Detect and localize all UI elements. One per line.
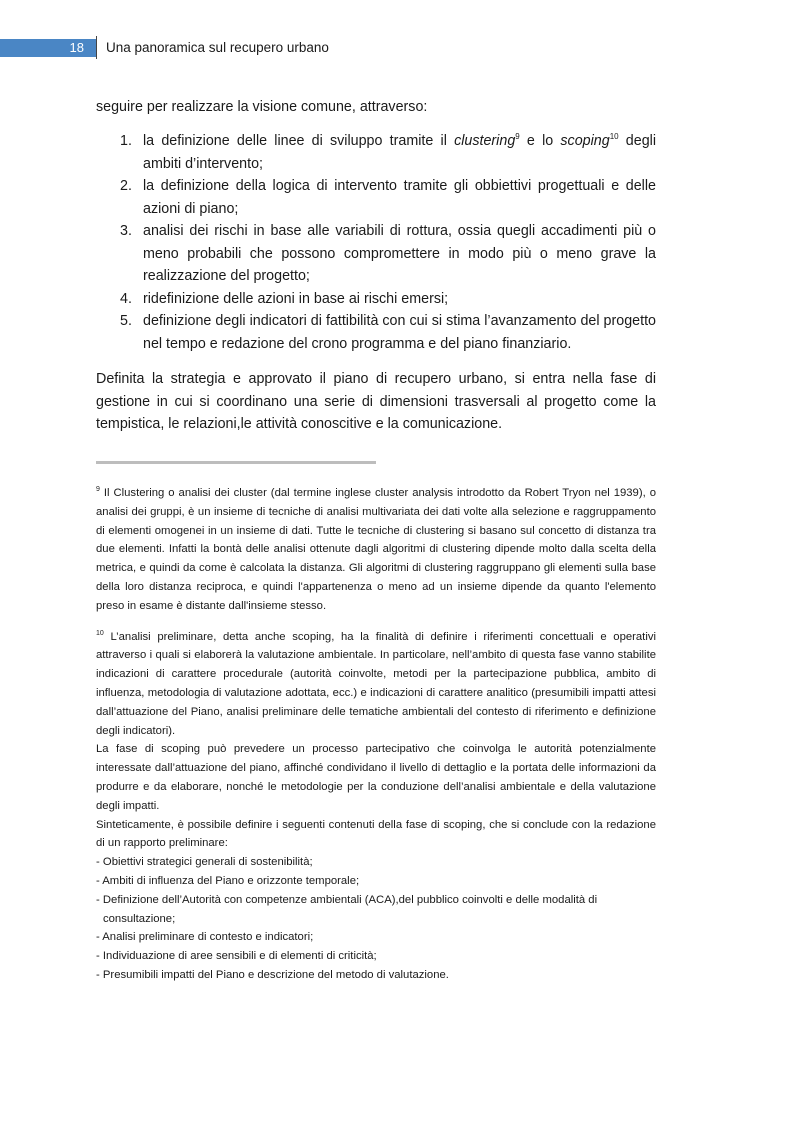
footnote-bullet: - Individuazione di aree sensibili e di elementi di criticità; (96, 950, 377, 963)
footnote-mark: 10 (96, 629, 104, 637)
list-item-number: 1. (120, 133, 132, 149)
list-item-number: 2. (120, 178, 132, 194)
list-item-number: 5. (120, 313, 132, 329)
list-item-text: la definizione delle linee di sviluppo tramite il (143, 133, 455, 149)
list-item-text: degli ambiti d’intervento; (143, 133, 656, 172)
footnote-9 (96, 484, 656, 616)
list-item (96, 310, 656, 355)
list-item-text: la definizione della logica di intervento tramite gli obbiettivi progettuali e delle azioni di piano; (143, 178, 656, 217)
term-scoping: scoping (560, 133, 610, 149)
term-clustering: clustering (454, 133, 516, 149)
footnote-ref-9[interactable]: 9 (515, 132, 520, 142)
footnote-bullet: - Presumibili impatti del Piano e descrizione del metodo di valutazione. (96, 968, 449, 981)
footnote-paragraph: Sinteticamente, è possibile definire i seguenti contenuti della fase di scoping, che si conclude con la redazione di un rapporto preliminare: (96, 818, 656, 850)
footnote-bullet: - Ambiti di influenza del Piano e orizzonte temporale; (96, 874, 360, 887)
list-item-text: definizione degli indicatori di fattibilità con cui si stima l’avanzamento del progetto nel tempo e redazione del crono programma e del piano finanziario. (143, 313, 656, 352)
footnote-text: L’analisi preliminare, detta anche scoping, ha la finalità di definire i riferimenti concettuali e operativi attraverso i quali si elaborerà la valutazione ambientale. In particolare, nell’ambito di questa fase vanno stabilite indicazioni di carattere procedurale (autorità coinvolte, metodi per la partecipazione pubblica, ambito di influenza, metodologia di valutazione adottata, ecc.) e indicazioni di carattere analitico (presumibili impatti attesi dall’attuazione del Piano, analisi preliminare delle tematiche ambientali del contesto di riferimento e definizione degli indicatori). (96, 630, 656, 737)
footnote-separator (96, 461, 376, 464)
list-item (96, 288, 656, 311)
list-item-number: 4. (120, 290, 132, 307)
list-item-text: ridefinizione delle azioni in base ai rischi emersi; (143, 290, 449, 307)
footnote-ref-10[interactable]: 10 (609, 132, 619, 142)
footnote-bullet: - Obiettivi strategici generali di sostenibilità; (96, 856, 313, 869)
steps-list (96, 130, 656, 355)
list-item-number: 3. (120, 223, 132, 239)
running-title: Una panoramica sul recupero urbano (106, 40, 329, 55)
page-number: 18 (0, 39, 96, 57)
list-item (96, 175, 656, 220)
footnote-10 (96, 628, 656, 985)
footnote-bullet: - Analisi preliminare di contesto e indicatori; (96, 931, 314, 944)
header-divider (96, 36, 97, 59)
footnote-mark: 9 (96, 486, 100, 494)
intro-paragraph: seguire per realizzare la visione comune, attraverso: (96, 99, 428, 115)
list-item (96, 130, 656, 175)
footnote-bullet: - Definizione dell’Autorità con competenze ambientali (ACA),del pubblico coinvolti e delle modalità di consultazione; (96, 893, 598, 925)
list-item-text: e lo (519, 133, 561, 149)
footnotes (96, 484, 656, 985)
footnote-paragraph: La fase di scoping può prevedere un processo partecipativo che coinvolga le autorità potenzialmente interessate dall’attuazione del piano, affinché condividano il livello di dettaglio e la portata delle informazioni da produrre e da elaborare, nonché le metodologie per la conduzione dell’analisi ambientale e della valutazione degli impatti. (96, 743, 656, 812)
list-item-text: analisi dei rischi in base alle variabili di rottura, ossia quegli accadimenti più o meno probabili che possono compromettere in modo più o meno grave la realizzazione del progetto; (143, 223, 656, 284)
list-item (96, 220, 656, 288)
running-header (0, 36, 794, 59)
closing-paragraph: Definita la strategia e approvato il piano di recupero urbano, si entra nella fase di gestione in cui si coordinano una serie di dimensioni trasversali al progetto come la tempistica, le relazioni,le attività conoscitive e la comunicazione. (96, 371, 656, 432)
footnote-text: Il Clustering o analisi dei cluster (dal termine inglese cluster analysis introdotto da Robert Tryon nel 1939), o analisi dei gruppi, è un insieme di tecniche di analisi multivariata dei dati volte alla selezione e raggruppamento di elementi omogenei in un insieme di dati. Tutte le tecniche di clustering si basano sul concetto di distanza tra due elementi. Infatti la bontà delle analisi ottenute dagli algoritmi di clustering dipende molto dalla scelta della metrica, e quindi da come è calcolata la distanza. Gli algoritmi di clustering raggruppano gli elementi sulla base della loro distanza reciproca, e quindi l'appartenenza o meno ad un insieme dipende da quanto l'elemento preso in esame è distante dall'insieme stesso. (96, 487, 656, 612)
